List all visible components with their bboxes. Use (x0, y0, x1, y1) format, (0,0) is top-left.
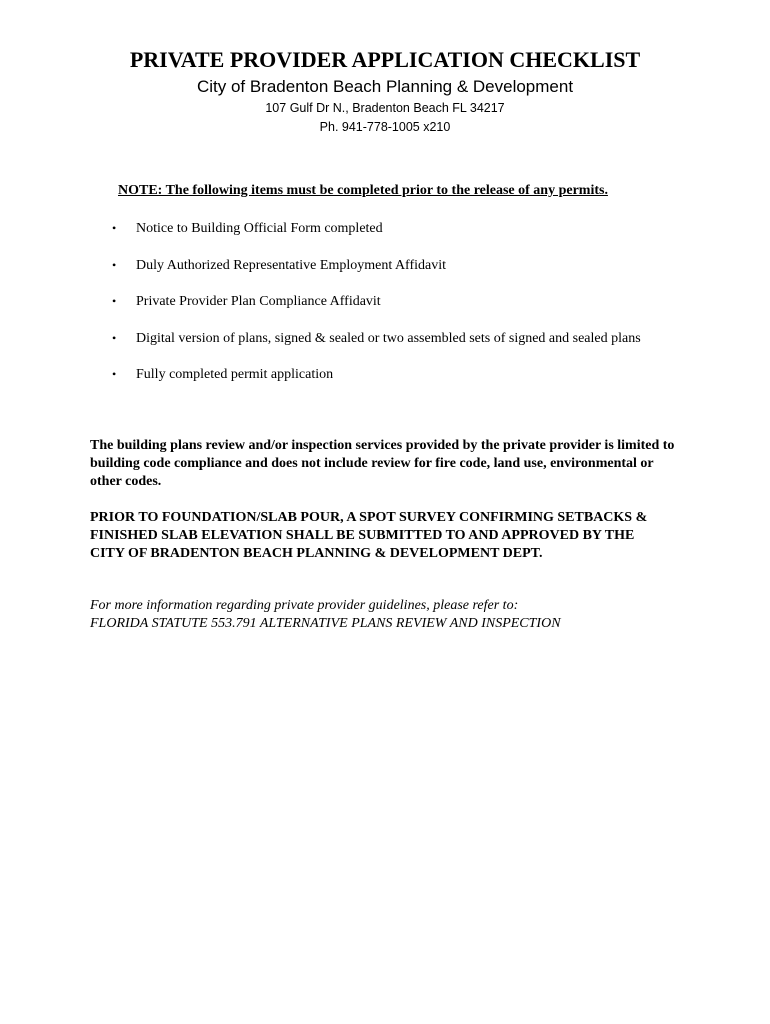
checklist-item-plans (112, 328, 712, 349)
scope-line: building code compliance and does not include review for fire code, land use, environmental or (90, 456, 654, 471)
bullet-icon: • (112, 258, 117, 272)
bullet-icon: • (112, 221, 117, 235)
reference-line: For more information regarding private provider guidelines, please refer to: (90, 598, 519, 613)
reference-line: FLORIDA STATUTE 553.791 ALTERNATIVE PLANS REVIEW AND INSPECTION (90, 616, 561, 631)
checklist-item-label: Private Provider Plan Compliance Affidavit (136, 294, 381, 309)
checklist-item-compliance-affidavit (112, 291, 712, 312)
checklist-item-label: Digital version of plans, signed & sealed or two assembled sets of signed and sealed plans (136, 331, 641, 346)
bullet-icon: • (112, 367, 117, 381)
checklist-item-notice-form (112, 218, 712, 239)
scope-line: The building plans review and/or inspection services provided by the private provider is limited to (90, 438, 675, 453)
checklist-item-label: Notice to Building Official Form completed (136, 221, 383, 236)
statute-reference (90, 597, 730, 633)
survey-line: PRIOR TO FOUNDATION/SLAB POUR, A SPOT SURVEY CONFIRMING SETBACKS & (90, 510, 648, 525)
scope-line: other codes. (90, 474, 162, 489)
checklist-item-label: Duly Authorized Representative Employment Affidavit (136, 258, 447, 273)
bullet-icon: • (112, 294, 117, 308)
department-name: City of Bradenton Beach Planning & Development (196, 77, 574, 96)
document-title: PRIVATE PROVIDER APPLICATION CHECKLIST (129, 47, 641, 72)
checklist-item-employment-affidavit (112, 255, 712, 276)
checklist-item-label: Fully completed permit application (136, 367, 334, 382)
survey-paragraph (90, 509, 730, 563)
scope-paragraph (90, 437, 730, 491)
permit-note: NOTE: The following items must be completed prior to the release of any permits. (118, 183, 608, 198)
department-address: 107 Gulf Dr N., Bradenton Beach FL 34217 (265, 101, 505, 115)
department-phone: Ph. 941-778-1005 x210 (319, 120, 451, 134)
bullet-icon: • (112, 331, 117, 345)
survey-line: CITY OF BRADENTON BEACH PLANNING & DEVELOPMENT DEPT. (90, 546, 543, 561)
survey-line: FINISHED SLAB ELEVATION SHALL BE SUBMITTED TO AND APPROVED BY THE (90, 528, 635, 543)
checklist-item-permit-application (112, 364, 712, 385)
